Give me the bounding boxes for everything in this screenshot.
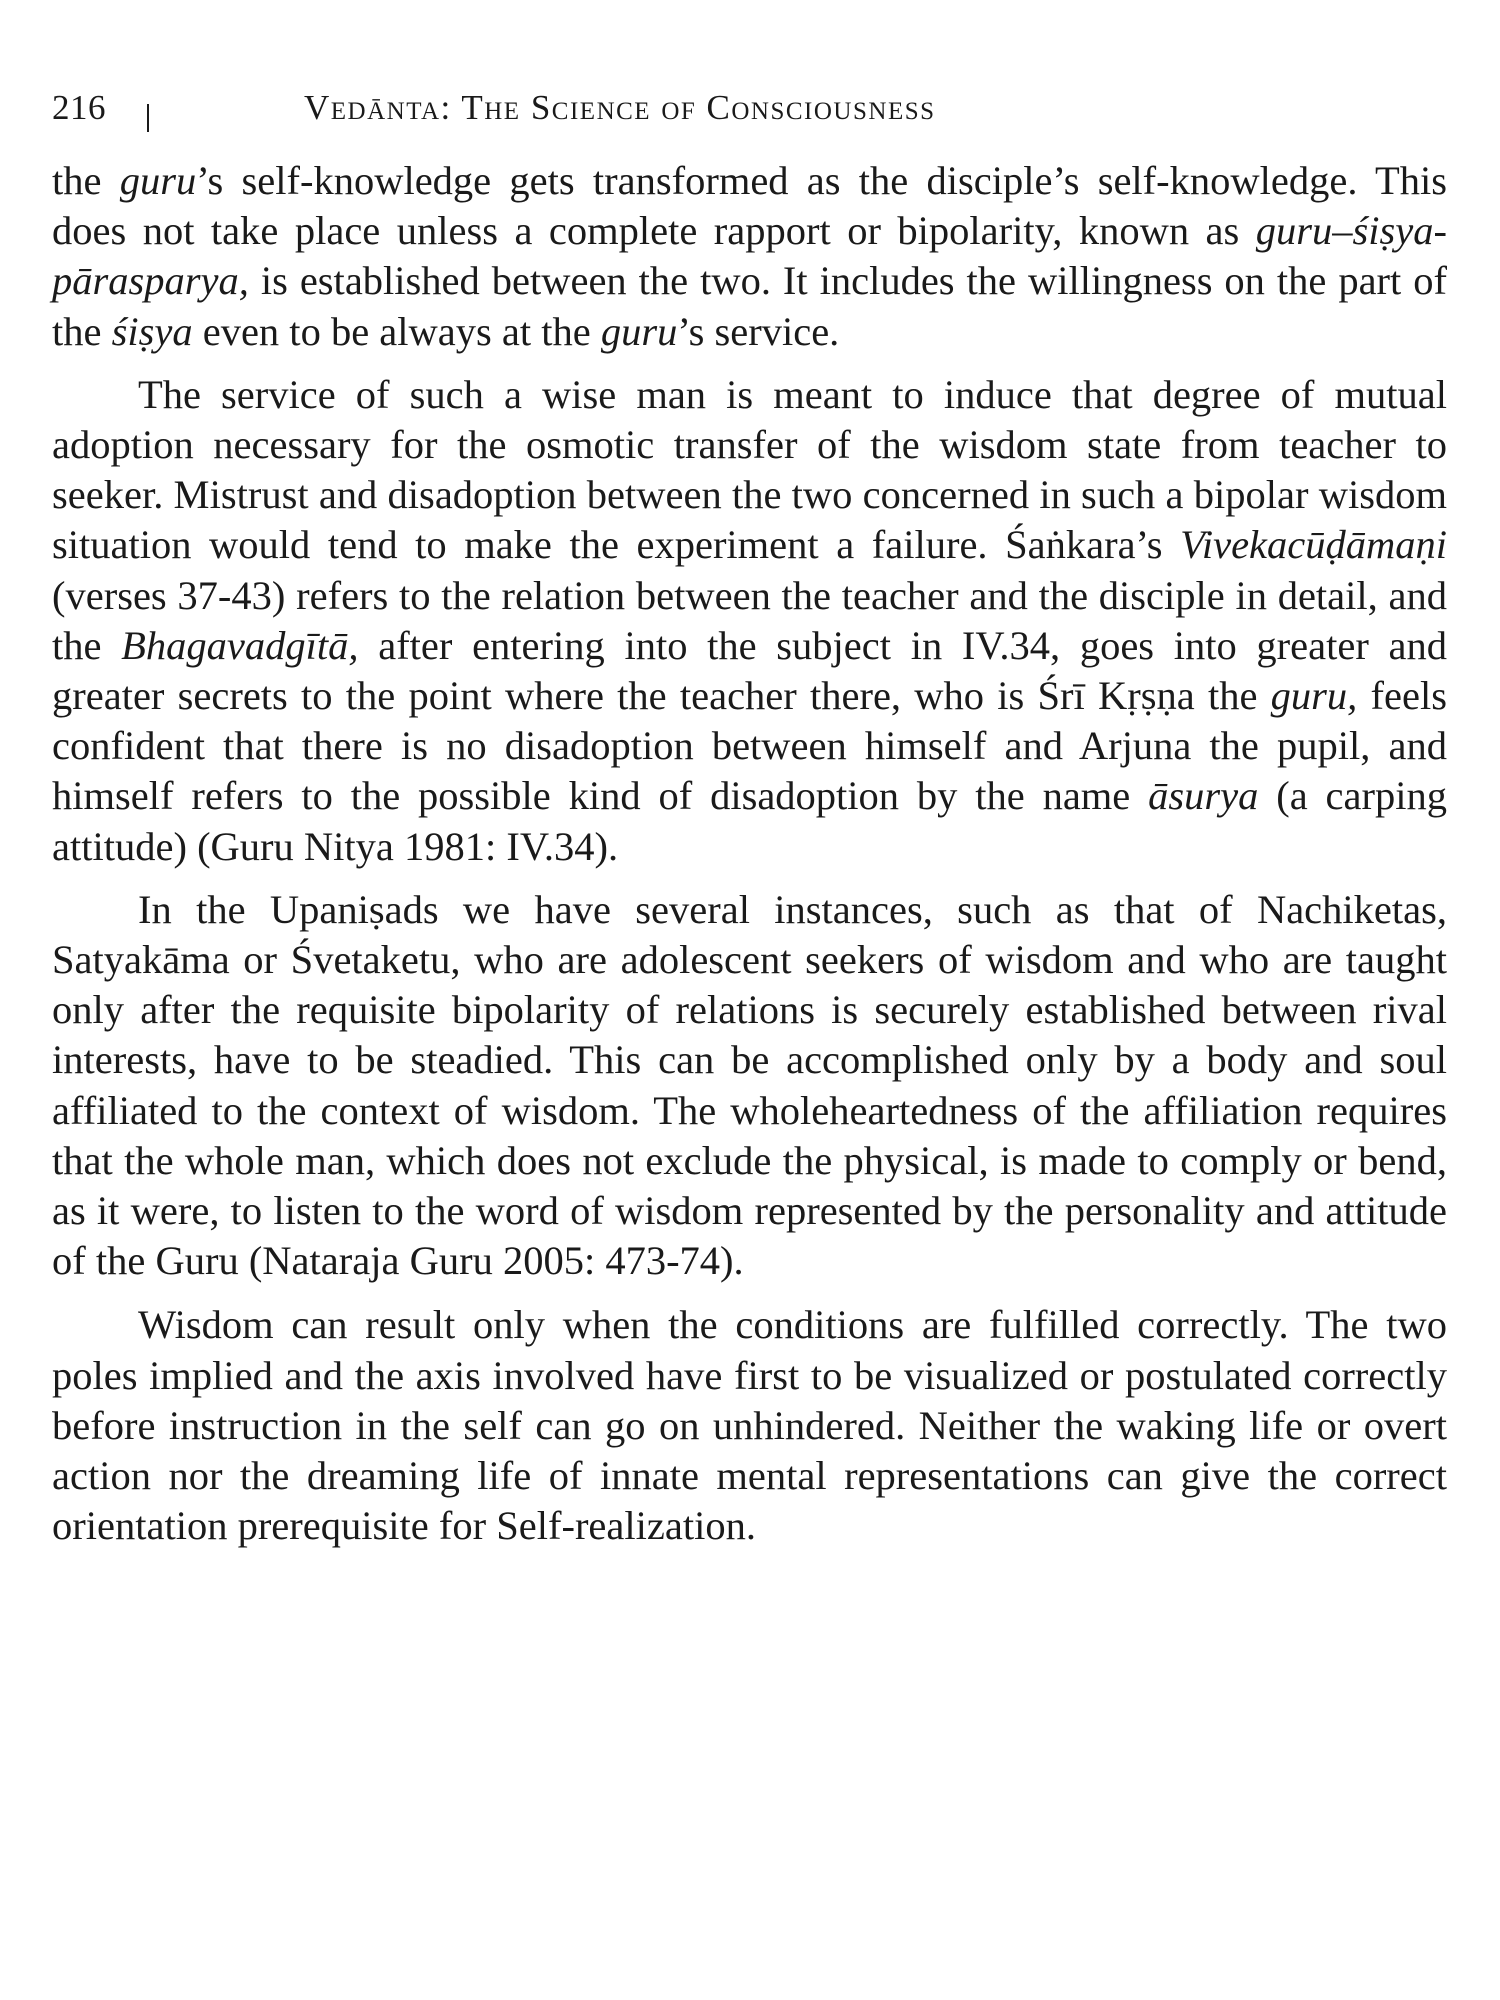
text-run: after entering into the subject in IV.34, goes into greater and greater secrets to the point where the teacher there, who is Śrī Kṛṣṇa the — [52, 622, 1447, 719]
paragraph-4: Wisdom can result only when the conditions are fulfilled correctly. The two poles implied and the axis involved have first to be visualized or postulated correctly before instruction in the self can go on unhindered. Neither the waking life or overt action nor the dreaming life of innate mental representations can give the correct orientation prerequisite for Self-realization. — [52, 1302, 1447, 1549]
text-run: the — [52, 158, 120, 203]
book-page — [52, 88, 1447, 1551]
text-run: (a carping attitude) (Guru Nitya 1981: IV.34). — [52, 773, 1447, 869]
book-title: Vedānta: The Science of Consciousness — [304, 88, 936, 127]
italic-term: śiṣya — [111, 308, 193, 354]
text-run: even to be always at the — [192, 308, 601, 354]
text-run: ’s service. — [677, 308, 840, 354]
page-number: 216 — [52, 88, 106, 127]
paragraph-2 — [52, 370, 1447, 872]
italic-term: āsurya — [1148, 773, 1259, 819]
header-divider — [147, 104, 149, 132]
paragraph-3: In the Upaniṣads we have several instances, such as that of Nachiketas, Satyakāma or Śvetaketu, who are adolescent seekers of wisdom and who are taught only after the requisite bipolarity of relations is securely established between rival interests, have to be steadied. This can be accomplished only by a body and soul affiliated to the context of wisdom. The wholeheartedness of the affiliation requires that the whole man, which does not exclude the physical, is made to comply or bend, as it were, to listen to the word of wisdom represented by the personality and attitude of the Guru (Nataraja Guru 2005: 473-74). — [52, 886, 1447, 1284]
text-run: (verses 37-43) refers to the relation between the teacher and the disciple in detail, and the — [52, 572, 1447, 668]
text-run: is established between the two. It includes the willingness on the part of the — [52, 258, 1447, 354]
italic-term: guru — [600, 308, 678, 354]
text-run: ’s self-knowledge gets transformed as the disciple’s self-knowledge. This does not take place unless a complete rapport or bipolarity, known as — [52, 158, 1447, 254]
italic-term: guru — [119, 158, 197, 203]
italic-term: Bhagavadgītā, — [121, 622, 359, 668]
text-run: The service of such a wise man is meant to induce that degree of mutual adoption necessary for the osmotic transfer of the wisdom state from teacher to seeker. Mistrust and disadoption between the two concerned in such a bipolar wisdom situation would tend to make the experiment a failure. Śaṅkara’s — [52, 371, 1447, 568]
italic-term: guru, — [1270, 673, 1358, 719]
running-head — [52, 88, 1447, 148]
italic-term: guru–śiṣya-pārasparya, — [52, 208, 1447, 304]
paragraph-1 — [52, 156, 1447, 357]
italic-term: Vivekacūḍāmaṇi — [1180, 522, 1447, 568]
text-run: feels confident that there is no disadoption between himself and Arjuna the pupil, and himself refers to the possible kind of disadoption by the name — [52, 673, 1447, 819]
